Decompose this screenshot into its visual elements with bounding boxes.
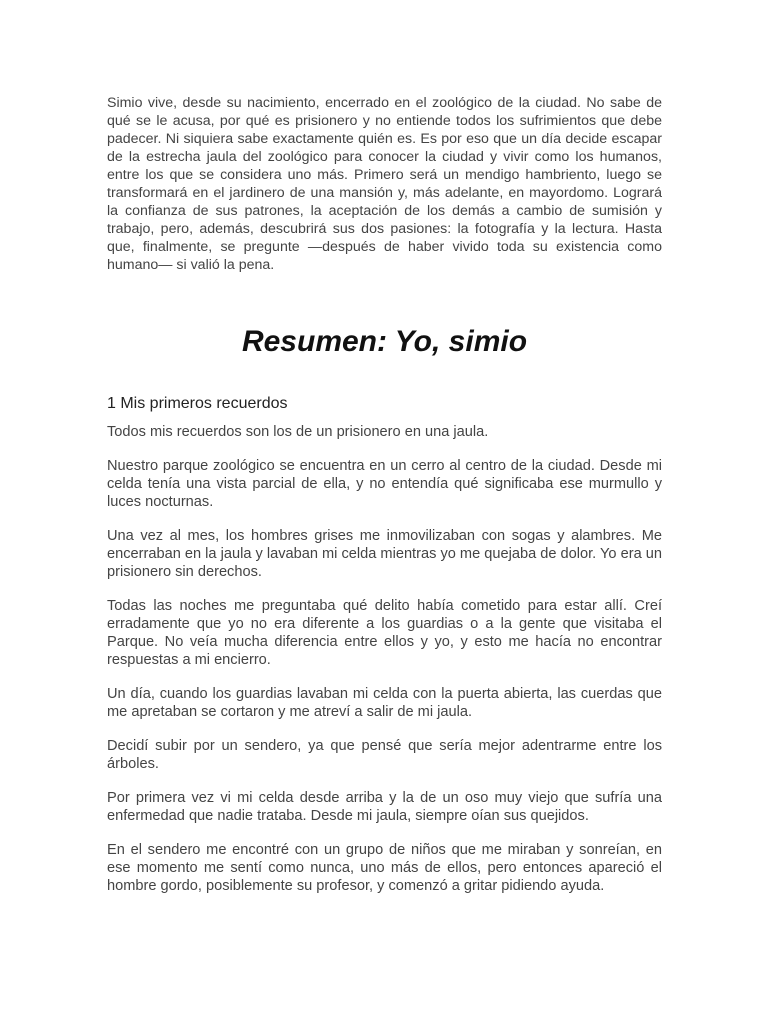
chapter-paragraph-5: Un día, cuando los guardias lavaban mi celda con la puerta abierta, las cuerdas que me apretaban se cortaron y me atreví a salir de mi jaula.	[107, 686, 662, 720]
chapter-paragraph-4: Todas las noches me preguntaba qué delito había cometido para estar allí. Creí erradamente que yo no era diferente a los guardias o a la gente que visitaba el Parque. No veía mucha diferencia entre ellos y yo, y esto me hacía no encontrar respuestas a mi encierro.	[107, 598, 662, 668]
intro-paragraph: Simio vive, desde su nacimiento, encerrado en el zoológico de la ciudad. No sabe de qué se le acusa, por qué es prisionero y no entiende todos los sufrimientos que debe padecer. Ni siquiera sabe exactamente quién es. Es por eso que un día decide escapar de la estrecha jaula del zoológico para conocer la ciudad y vivir como los humanos, entre los que se considera uno más. Primero será un mendigo hambriento, luego se transformará en el jardinero de una mansión y, más adelante, en mayordomo. Logrará la confianza de sus patrones, la aceptación de los demás a cambio de sumisión y trabajo, pero, además, descubrirá sus dos pasiones: la fotografía y la lectura. Hasta que, finalmente, se pregunte —después de haber vivido toda su existencia como humano— si valió la pena.	[107, 95, 662, 273]
chapter-paragraph-6: Decidí subir por un sendero, ya que pensé que sería mejor adentrarme entre los árboles.	[107, 738, 662, 772]
chapter-paragraph-1: Todos mis recuerdos son los de un prisionero en una jaula.	[107, 424, 489, 440]
chapter-paragraph-2: Nuestro parque zoológico se encuentra en un cerro al centro de la ciudad. Desde mi celda tenía una vista parcial de ella, y no entendía qué significaba ese murmullo y luces nocturnas.	[107, 458, 662, 510]
chapter-paragraph-7: Por primera vez vi mi celda desde arriba y la de un oso muy viejo que sufría una enfermedad que nadie trataba. Desde mi jaula, siempre oían sus quejidos.	[107, 790, 662, 824]
page-title: Resumen: Yo, simio	[241, 325, 528, 358]
chapter-paragraph-3: Una vez al mes, los hombres grises me inmovilizaban con sogas y alambres. Me encerraban en la jaula y lavaban mi celda mientras yo me quejaba de dolor. Yo era un prisionero sin derechos.	[107, 528, 662, 580]
chapter-body	[107, 423, 662, 895]
chapter-paragraph-8: En el sendero me encontré con un grupo de niños que me miraban y sonreían, en ese momento me sentí como nunca, uno más de ellos, pero entonces apareció el hombre gordo, posiblemente su profesor, y comenzó a gritar pidiendo ayuda.	[107, 842, 662, 894]
chapter-heading: 1 Mis primeros recuerdos	[107, 395, 288, 412]
document-page	[107, 94, 662, 911]
